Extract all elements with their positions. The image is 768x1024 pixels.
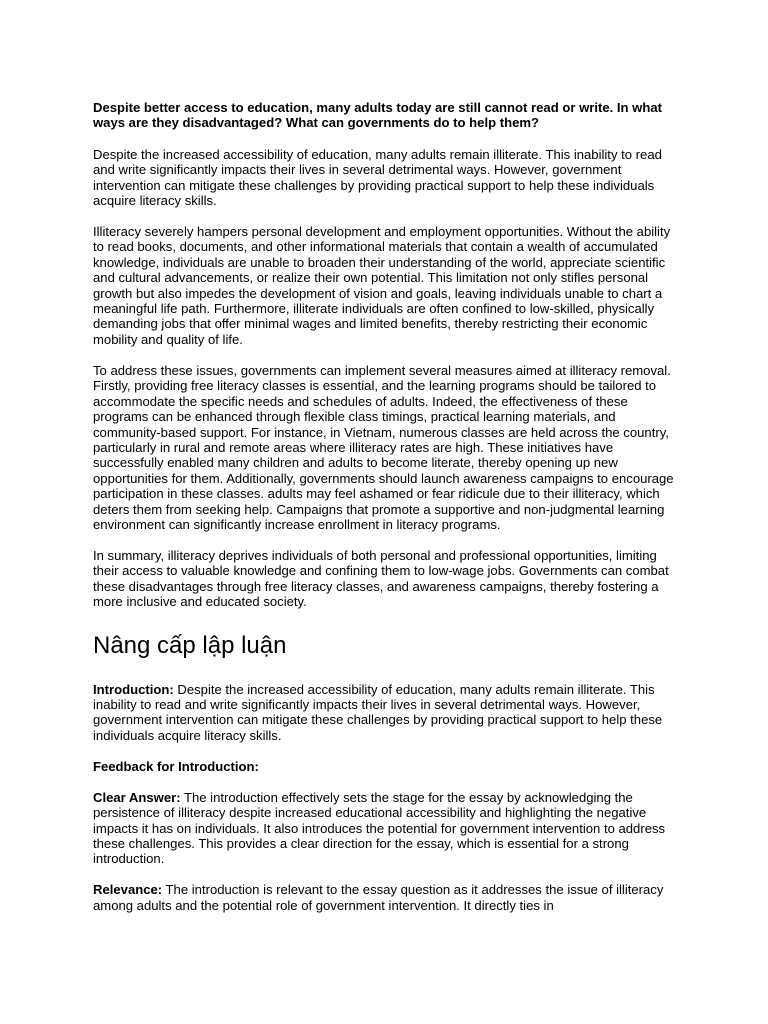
relevance-text: The introduction is relevant to the essay question as it addresses the issue of illiteracy among adults and the potential role of government intervention. It directly ties in xyxy=(93,882,664,913)
section-heading: Nâng cấp lập luận xyxy=(93,631,287,659)
introduction-block xyxy=(93,682,678,744)
introduction-text: Despite the increased accessibility of education, many adults remain illiterate. This inability to read and write significantly impacts their lives in several detrimental ways. However, government intervention can mitigate these challenges by providing practical support to help these individuals acquire literacy skills. xyxy=(93,681,663,743)
essay-paragraph-introduction: Despite the increased accessibility of education, many adults remain illiterate. This inability to read and write significantly impacts their lives in several detrimental ways. However, government intervention can mitigate these challenges by providing practical support to help these individuals acquire literacy skills. xyxy=(93,146,662,209)
clear-answer-label: Clear Answer: xyxy=(93,789,181,805)
feedback-heading: Feedback for Introduction: xyxy=(93,758,259,774)
essay-paragraph-body-1: Illiteracy severely hampers personal development and employment opportunities. Without the ability to read books, documents, and other informational materials that contain a wealth of accumulated knowledge, individuals are unable to broaden their understanding of the world, appreciate scientific and cultural advancements, or realize their own potential. This limitation not only stifles personal growth but also impedes the development of vision and goals, leaving individuals unable to chart a meaningful life path. Furthermore, illiterate individuals are often confined to low-skilled, physically demanding jobs that offer minimal wages and limited benefits, thereby restricting their economic mobility and quality of life. xyxy=(93,224,671,347)
clear-answer-block xyxy=(93,790,678,867)
relevance-label: Relevance: xyxy=(93,882,163,898)
clear-answer-text: The introduction effectively sets the stage for the essay by acknowledging the persistence of illiteracy despite increased educational accessibility and highlighting the negative impacts it has on individuals. It also introduces the potential for government intervention to address these challenges. This provides a clear direction for the essay, which is essential for a strong introduction. xyxy=(93,789,666,867)
essay-question: Despite better access to education, many adults today are still cannot read or write. In what ways are they disadvantaged? What can governments do to help them? xyxy=(93,100,663,131)
essay-paragraph-conclusion: In summary, illiteracy deprives individuals of both personal and professional opportunities, limiting their access to valuable knowledge and confining them to low-wage jobs. Governments can combat these disadvantages through free literacy classes, and awareness campaigns, thereby fostering a more inclusive and educated society. xyxy=(93,547,669,610)
essay-paragraph-body-2: To address these issues, governments can implement several measures aimed at illiteracy removal. Firstly, providing free literacy classes is essential, and the learning programs should be tailored to accommodate the specific needs and schedules of adults. Indeed, the effectiveness of these programs can be enhanced through flexible class timings, practical learning materials, and community-based support. For instance, in Vietnam, numerous classes are held across the country, particularly in rural and remote areas where illiteracy rates are high. These initiatives have successfully enabled many children and adults to become literate, thereby opening up new opportunities for them. Additionally, governments should launch awareness campaigns to encourage participation in these classes. adults may feel ashamed or fear ridicule due to their illiteracy, which deters them from seeking help. Campaigns that promote a supportive and non-judgmental learning environment can significantly increase enrollment in literacy programs. xyxy=(93,362,674,532)
relevance-block xyxy=(93,882,678,913)
introduction-label: Introduction: xyxy=(93,681,174,697)
